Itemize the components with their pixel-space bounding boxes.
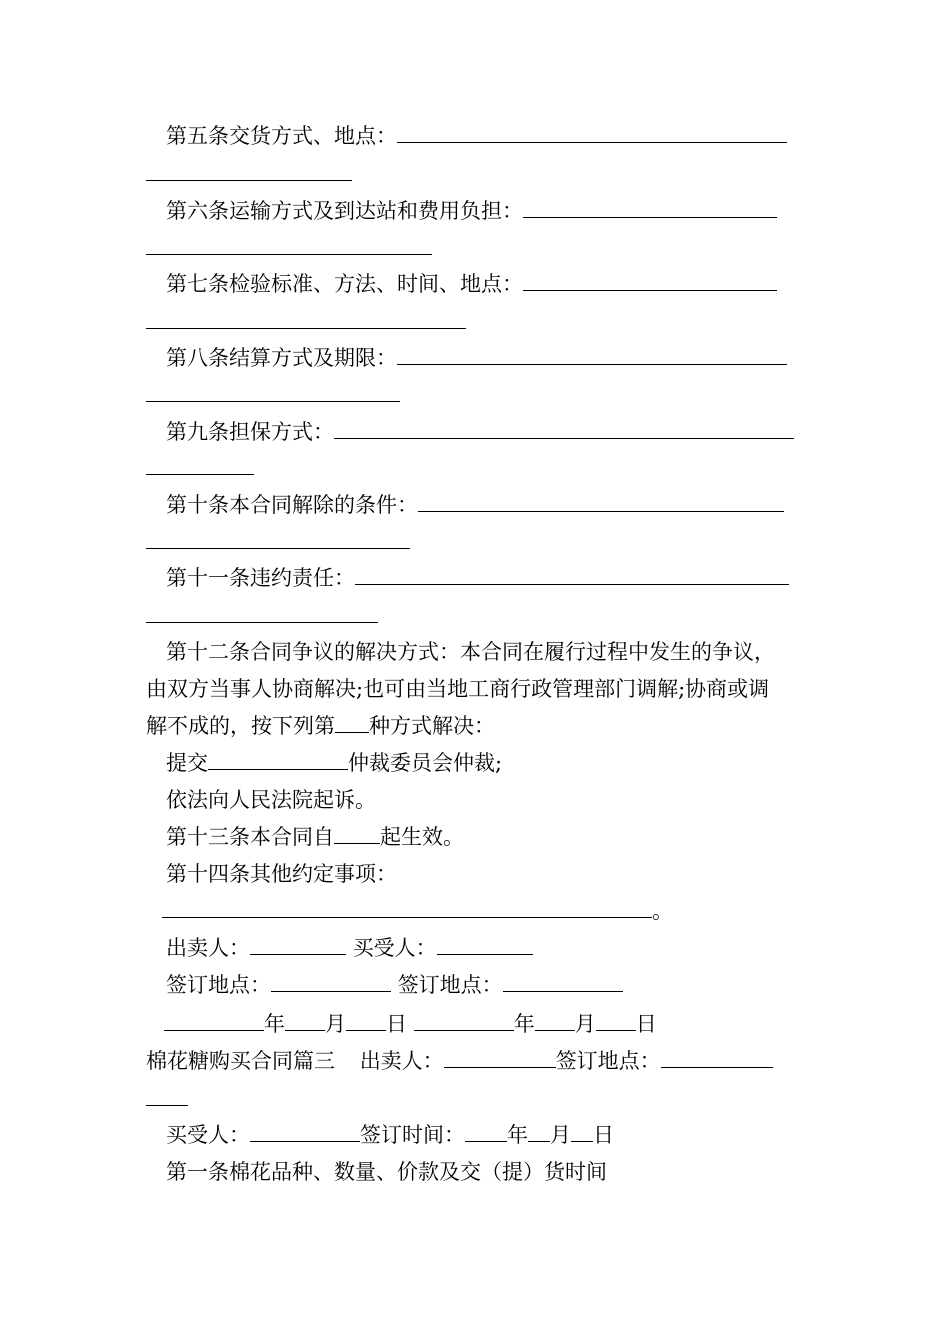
clause-5-blank <box>397 122 787 143</box>
clause-8-blank-cont <box>146 401 400 402</box>
clause-7-blank-cont <box>146 328 466 329</box>
option-arbitration-text-b: 仲裁委员会仲裁; <box>348 751 503 775</box>
part3-buyer-blank <box>250 1121 360 1142</box>
clause-9 <box>166 418 794 446</box>
month-blank-2 <box>535 1010 575 1031</box>
part3-clause-1 <box>166 1158 607 1186</box>
clause-8-blank <box>397 344 787 365</box>
clause-14-end: 。 <box>652 899 673 923</box>
part3-time-label: 签订时间： <box>360 1123 465 1147</box>
clause-7-blank <box>523 270 777 291</box>
clause-9-blank-cont <box>146 474 254 475</box>
clause-13-text-a: 第十三条本合同自 <box>166 825 334 849</box>
day-label-1: 日 <box>386 1012 407 1036</box>
clause-7-text: 第七条检验标准、方法、时间、地点： <box>166 272 523 296</box>
place-label-2: 签订地点： <box>397 973 503 997</box>
signature-dates <box>164 1010 657 1038</box>
month-blank-1 <box>285 1010 325 1031</box>
buyer-blank <box>437 934 533 955</box>
year-blank-1 <box>164 1010 264 1031</box>
part3-day-label: 日 <box>593 1123 614 1147</box>
part3-year-blank <box>465 1121 507 1142</box>
clause-7 <box>166 270 777 298</box>
part3-month-blank <box>528 1121 550 1142</box>
clause-13-blank <box>334 823 380 844</box>
part3-heading <box>146 1047 773 1075</box>
clause-12-line-2 <box>146 675 769 703</box>
clause-6-blank-cont <box>146 254 432 255</box>
part3-month-label: 月 <box>550 1123 571 1147</box>
month-label-2: 月 <box>574 1012 596 1036</box>
clause-9-blank <box>334 418 794 439</box>
arbitration-committee-blank <box>208 749 348 770</box>
clause-6-text: 第六条运输方式及到达站和费用负担： <box>166 199 523 223</box>
clause-12-line-1 <box>166 638 775 666</box>
part3-buyer-label: 买受人： <box>166 1123 250 1147</box>
place-label-1: 签订地点： <box>166 973 271 997</box>
clause-12-text-2: 由双方当事人协商解决;也可由当地工商行政管理部门调解;协商或调 <box>146 677 770 701</box>
clause-8-text: 第八条结算方式及期限： <box>166 346 397 370</box>
clause-10-blank-cont <box>146 548 410 549</box>
place-blank-1 <box>271 971 391 992</box>
clause-12-choice-blank <box>335 712 369 733</box>
part3-clause-1-text: 第一条棉花品种、数量、价款及交（提）货时间 <box>166 1160 607 1184</box>
clause-12-text-1: 第十二条合同争议的解决方式：本合同在履行过程中发生的争议， <box>166 640 775 664</box>
part3-buyer-line <box>166 1121 614 1149</box>
clause-13-text-b: 起生效。 <box>380 825 464 849</box>
clause-10-blank <box>418 491 784 512</box>
clause-10 <box>166 491 784 519</box>
clause-14 <box>166 860 397 888</box>
clause-14-blank-line <box>162 897 673 925</box>
signature-parties <box>166 934 533 962</box>
part3-seller-blank <box>444 1047 556 1068</box>
clause-11-blank <box>355 564 789 585</box>
clause-13 <box>166 823 464 851</box>
option-court <box>166 786 376 814</box>
clause-5-blank-cont <box>146 180 352 181</box>
part3-place-label: 签订地点： <box>555 1049 661 1073</box>
clause-14-text: 第十四条其他约定事项： <box>166 862 397 886</box>
day-label-2: 日 <box>635 1012 657 1036</box>
clause-8 <box>166 344 787 372</box>
option-arbitration <box>166 749 502 777</box>
day-blank-1 <box>346 1010 386 1031</box>
clause-12-line-3 <box>146 712 495 740</box>
clause-5 <box>166 122 787 150</box>
clause-10-text: 第十条本合同解除的条件： <box>166 493 418 517</box>
clause-11-text: 第十一条违约责任： <box>166 566 355 590</box>
buyer-label: 买受人： <box>352 936 437 960</box>
year-label-1: 年 <box>264 1012 285 1036</box>
place-blank-2 <box>503 971 623 992</box>
clause-12-text-3b: 种方式解决： <box>369 714 495 738</box>
day-blank-2 <box>596 1010 636 1031</box>
part3-seller-label: 出卖人： <box>359 1049 444 1073</box>
signature-places <box>166 971 623 999</box>
part3-year-label: 年 <box>507 1123 528 1147</box>
clause-11 <box>166 564 789 592</box>
option-arbitration-text-a: 提交 <box>166 751 208 775</box>
year-label-2: 年 <box>513 1012 535 1036</box>
clause-5-text: 第五条交货方式、地点： <box>166 124 397 148</box>
clause-14-blank <box>162 897 652 918</box>
clause-6-blank <box>523 197 777 218</box>
year-blank-2 <box>414 1010 514 1031</box>
clause-9-text: 第九条担保方式： <box>166 420 334 444</box>
month-label-1: 月 <box>325 1012 346 1036</box>
clause-11-blank-cont <box>146 622 378 623</box>
seller-label: 出卖人： <box>166 936 250 960</box>
part3-title: 棉花糖购买合同篇三 <box>146 1049 335 1073</box>
option-court-text: 依法向人民法院起诉。 <box>166 788 376 812</box>
part3-place-blank <box>661 1047 773 1068</box>
clause-6 <box>166 197 777 225</box>
part3-place-blank-cont <box>146 1105 188 1106</box>
seller-blank <box>250 934 346 955</box>
part3-day-blank <box>571 1121 593 1142</box>
clause-12-text-3a: 解不成的，按下列第 <box>146 714 335 738</box>
